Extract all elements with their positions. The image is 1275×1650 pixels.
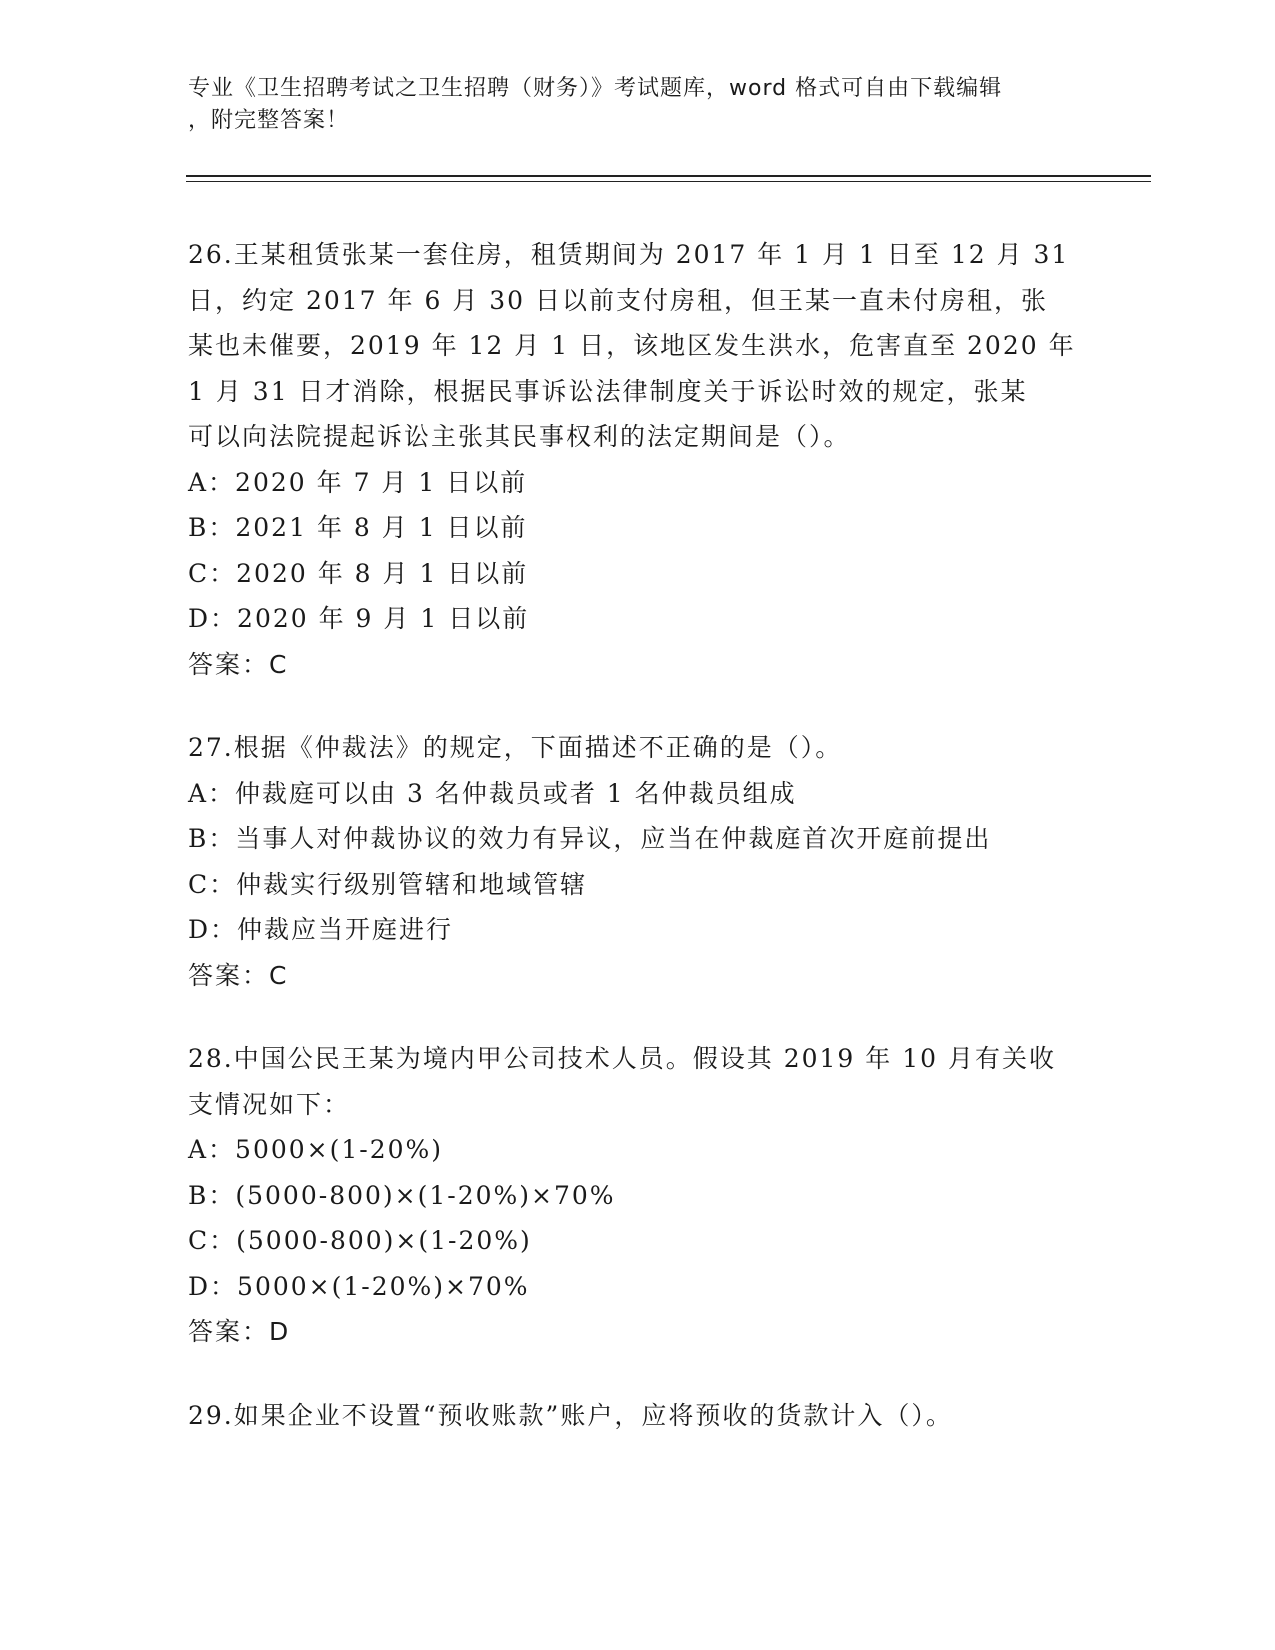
- option-d: D：2020 年 9 月 1 日以前: [188, 604, 530, 633]
- option-c: C：2020 年 8 月 1 日以前: [188, 558, 529, 588]
- option-c: C：(5000-800)×(1-20%): [188, 1226, 532, 1255]
- question-text-line: 某也未催要，2019 年 12 月 1 日，该地区发生洪水，危害直至 2020 年: [188, 331, 1076, 360]
- header-rule-thin: [186, 181, 1151, 182]
- answer-line: 答案：C: [188, 649, 289, 679]
- option-a: A：仲裁庭可以由 3 名仲裁员或者 1 名仲裁员组成: [188, 778, 797, 808]
- question-29: [188, 1393, 1088, 1439]
- question-text-line: 日，约定 2017 年 6 月 30 日以前支付房租，但王某一直未付房租，张: [188, 285, 1049, 315]
- option-d: D：仲裁应当开庭进行: [188, 915, 454, 944]
- option-b: B：(5000-800)×(1-20%)×70%: [188, 1180, 616, 1210]
- option-d: D：5000×(1-20%)×70%: [188, 1271, 530, 1301]
- question-text-line: 28.中国公民王某为境内甲公司技术人员。假设其 2019 年 10 月有关收: [188, 1044, 1056, 1073]
- question-26: [188, 232, 1088, 687]
- document-header: [188, 73, 1068, 137]
- question-text-line: 29.如果企业不设置“预收账款”账户，应将预收的货款计入（）。: [188, 1400, 953, 1430]
- answer-line: 答案：D: [188, 1317, 291, 1346]
- option-b: B：当事人对仲裁协议的效力有异议，应当在仲裁庭首次开庭前提出: [188, 824, 992, 853]
- header-rule-thick: [186, 175, 1151, 177]
- question-text-line: 可以向法院提起诉讼主张其民事权利的法定期间是（）。: [188, 422, 851, 451]
- question-text-line: 27.根据《仲裁法》的规定，下面描述不正确的是（）。: [188, 733, 843, 762]
- question-28: [188, 1036, 1088, 1355]
- header-line-2: ，附完整答案！: [188, 108, 350, 133]
- question-27: [188, 725, 1088, 998]
- question-text-line: 1 月 31 日才消除，根据民事诉讼法律制度关于诉讼时效的规定，张某: [188, 376, 1028, 406]
- answer-line: 答案：C: [188, 960, 289, 990]
- option-c: C：仲裁实行级别管辖和地域管辖: [188, 869, 588, 899]
- option-b: B：2021 年 8 月 1 日以前: [188, 513, 528, 542]
- question-list: [188, 232, 1088, 1476]
- header-line-1: 专业《卫生招聘考试之卫生招聘（财务）》考试题库，word 格式可自由下载编辑: [188, 76, 1003, 101]
- option-a: A：2020 年 7 月 1 日以前: [188, 467, 528, 497]
- option-a: A：5000×(1-20%): [188, 1135, 444, 1164]
- question-text-line: 26.王某租赁张某一套住房，租赁期间为 2017 年 1 月 1 日至 12 月 31: [188, 240, 1070, 269]
- question-text-line: 支情况如下：: [188, 1089, 351, 1119]
